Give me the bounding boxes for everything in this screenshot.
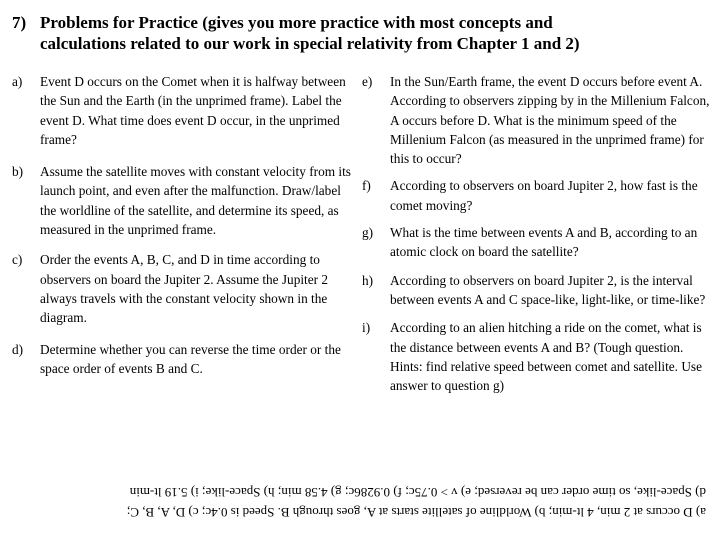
question-text: According to an alien hitching a ride on the comet, what is the distance between events A and B? (Tough question. Hints: find relative speed between comet and satellite. Use answer to question g) [390, 320, 703, 394]
question-h [362, 271, 712, 310]
section-title [12, 12, 712, 54]
question-label: d) [12, 341, 24, 357]
question-d [12, 340, 352, 379]
question-label: g) [362, 225, 374, 241]
section-title-line-1: Problems for Practice (gives you more practice with most concepts and [40, 13, 553, 32]
question-f [362, 176, 712, 215]
question-text: Determine whether you can reverse the time order or the space order of events B and C. [40, 341, 341, 376]
question-label: i) [362, 320, 371, 336]
question-a [12, 72, 352, 149]
question-b [12, 162, 352, 239]
question-text: In the Sun/Earth frame, the event D occurs before event A. According to observers zipping by in the Millenium Falcon, A occurs before D. What is the minimum speed of the Millenium Falcon (as measured in the unprimed frame) for this to occur? [390, 74, 710, 167]
section-title-line-2: calculations related to our work in special relativity from Chapter 1 and 2) [40, 34, 580, 53]
question-g [362, 223, 712, 262]
question-label: c) [12, 252, 23, 268]
question-text: According to observers on board Jupiter 2, is the interval between events A and C space-like, light-like, or time-like? [390, 272, 706, 307]
question-text: Assume the satellite moves with constant velocity from its launch point, and even after the malfunction. Draw/label the worldline of the satellite, and determine its speed, as measured in the unprimed frame. [40, 164, 351, 238]
answer-line-1: a) D occurs at 2 min, 4 lt-min; b) Worldline of satellite starts at A, goes through B. Speed is 0.4c; c) D, A, B, C; [126, 505, 706, 520]
question-text: According to observers on board Jupiter 2, how fast is the comet moving? [390, 178, 698, 213]
section-number: 7) [12, 13, 27, 32]
question-e [362, 72, 712, 168]
question-text: Order the events A, B, C, and D in time according to observers on board the Jupiter 2. Assume the Jupiter 2 always travels with the constant velocity shown in the diagram. [40, 252, 329, 326]
question-text: Event D occurs on the Comet when it is halfway between the Sun and the Earth (in the unprimed frame). Label the event D. What time does event D occur, in the unprimed frame? [40, 74, 346, 147]
answer-line-2: d) Space-like, so time order can be reversed; e) v > 0.75c; f) 0.9286c; g) 4.58 min; h) Space-like; i) 5.19 lt-min [129, 485, 706, 500]
question-label: h) [362, 272, 374, 288]
right-question-column [362, 72, 712, 395]
question-label: a) [12, 74, 23, 89]
question-i [362, 318, 712, 395]
question-text: What is the time between events A and B, according to an atomic clock on board the satellite? [390, 225, 698, 260]
upside-down-answer-key [14, 482, 706, 522]
question-label: e) [362, 74, 373, 89]
question-c [12, 250, 352, 327]
question-label: f) [362, 178, 371, 194]
question-label: b) [12, 164, 24, 180]
left-question-column [12, 72, 352, 378]
